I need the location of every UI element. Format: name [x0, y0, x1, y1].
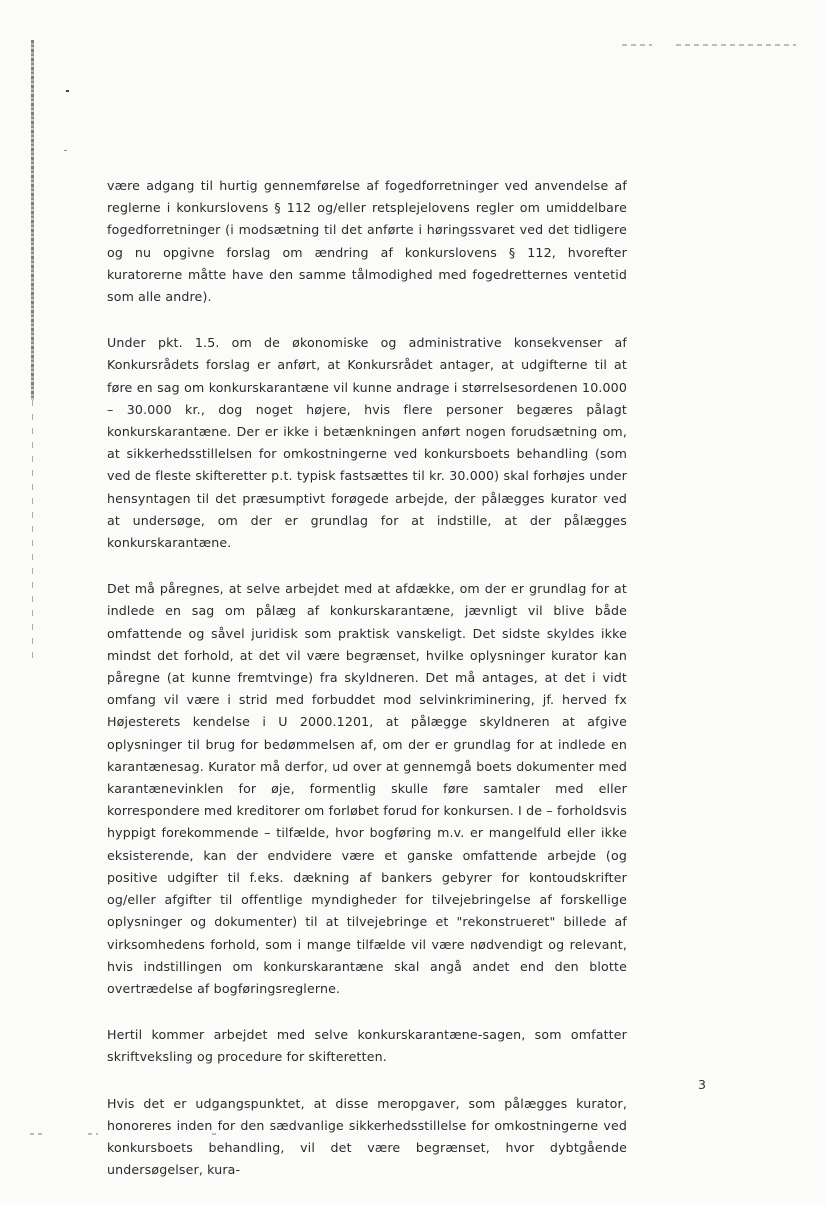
scan-smudge-bottom: [88, 1133, 98, 1135]
body-text: [107, 175, 627, 1205]
scan-smudge-bottom: [30, 1133, 46, 1135]
paragraph: Under pkt. 1.5. om de økonomiske og administrative konsekvenser af Konkursrådets forslag er anført, at Konkursrådet antager, at udgifterne til at føre en sag om konkurskarantæne vil kunne andrage i størrelsesordenen 10.000 – 30.000 kr., dog noget højere, hvis flere personer begæres pålagt konkurskarantæne. Der er ikke i betænkningen anført nogen forudsætning om, at sikkerhedsstillelsen for omkostningerne ved konkursboets behandling (som ved de fleste skifteretter p.t. typisk fastsættes til kr. 30.000) skal forhøjes under hensyntagen til det præsumptivt forøgede arbejde, der pålægges kurator ved at undersøge, om der er grundlag for at indstille, at der pålægges konkurskarantæne.: [107, 335, 627, 551]
scan-smudge-top: [622, 44, 652, 46]
paragraph: Hertil kommer arbejdet med selve konkurskarantæne-sagen, som omfatter skriftveksling og procedure for skifteretten.: [107, 1027, 627, 1065]
page-number: 3: [698, 1077, 707, 1092]
scan-smudge-top: [676, 44, 796, 46]
paragraph: være adgang til hurtig gennemførelse af fogedforretninger ved anvendelse af reglerne i konkurslovens § 112 og/eller retsplejelovens regler om umiddelbare fogedforretninger (i modsætning til det anførte i høringssvaret ved det tidligere og nu opgivne forslag om ændring af konkurslovens § 112, hvorefter kuratorerne måtte have den samme tålmodighed med fogedretternes ventetid som alle andre).: [107, 178, 627, 305]
paragraph: Hvis det er udgangspunktet, at disse meropgaver, som pålægges kurator, honoreres inden for den sædvanlige sikkerhedsstillelse for omkostningerne ved konkursboets behandling, vil det være begrænset, hvor dybtgående undersøgelser, kura-: [107, 1095, 627, 1178]
paragraph: Det må påregnes, at selve arbejdet med at afdække, om der er grundlag for at indlede en sag om pålæg af konkurskarantæne, jævnligt vil blive både omfattende og såvel juridisk som praktisk vanskeligt. Det sidste skyldes ikke mindst det forhold, at det vil være begrænset, hvilke oplysninger kurator kan påregne (at kunne fremtvinge) fra skyldneren. Det må antages, at det i vidt omfang vil være i strid med forbuddet mod selvinkriminering, jf. herved fx Højesterets kendelse i U 2000.1201, at pålægge skyldneren at afgive oplysninger til brug for bedømmelsen af, om der er grundlag for at indlede en karantænesag. Kurator må derfor, ud over at gennemgå boets dokumenter med karantænevinklen for øje, formentlig skulle føre samtaler med eller korrespondere med kreditorer om forløbet forud for konkursen. I de – forholdsvis hyppigt forekommende – tilfælde, hvor bogføring m.v. er mangelfuld eller ikke eksisterende, kan der endvidere være et ganske omfattende arbejde (og positive udgifter til f.eks. dækning af bankers gebyrer for kontoudskrifter og/eller afgifter til offentlige myndigheder for tilvejebringelse af forskellige oplysninger og dokumenter) til at tilvejebringe et "rekonstrueret" billede af virksomhedens forhold, som i mange tilfælde vil være nødvendigt og relevant, hvis indstillingen om konkurskarantæne skal angå andet end den blotte overtrædelse af bogføringsreglerne.: [107, 581, 627, 996]
scan-edge-artifact: [31, 40, 34, 400]
scan-edge-artifact-lower: [32, 400, 33, 665]
scan-speck: [66, 90, 69, 92]
scan-speck: [64, 150, 67, 151]
